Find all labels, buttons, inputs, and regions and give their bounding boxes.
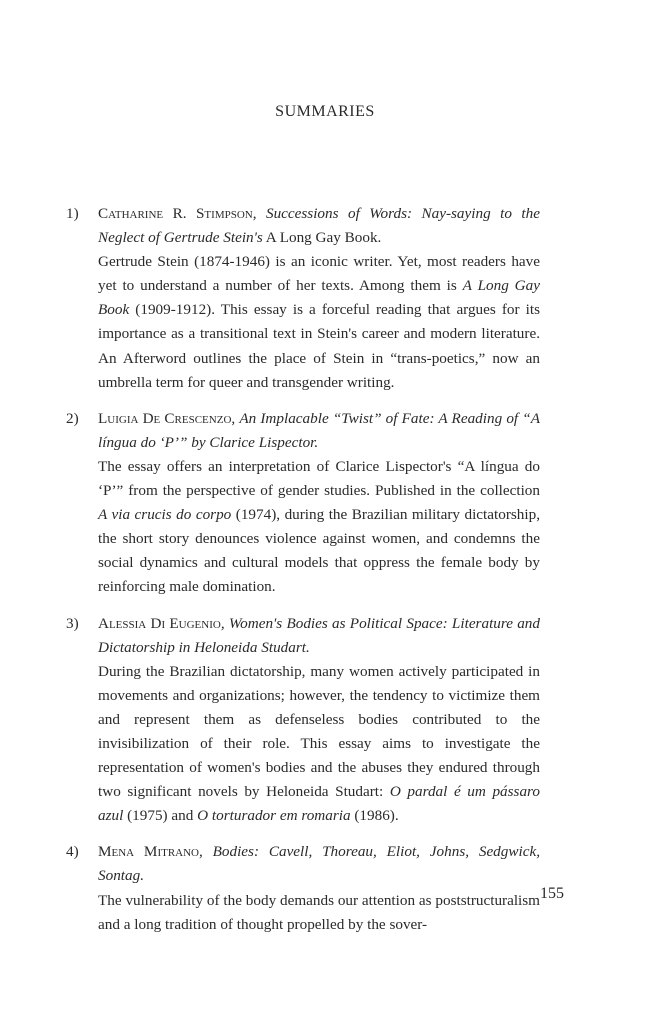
summaries-list [66,202,540,949]
entry-author: Alessia Di Eugenio, [98,614,225,632]
entry-title: An Implacable “Twist” of Fate: A Reading of “A língua do ‘P’” by Clarice Lispector. [98,409,541,451]
abstract-text: The vulnerability of the body demands our attention as poststructuralism and a long tradition of thought propelled by the sover- [98,891,540,933]
entry-byline [98,612,540,660]
abstract-text: The essay offers an interpretation of Clarice Lispector's “A língua do ‘P’” from the perspective of gender studies. Published in the collection [98,457,540,500]
abstract-italic-title: O pardal é um pássaro azul [98,783,540,825]
entry-author: Catharine R. Stimpson, [98,205,257,222]
entry-byline [98,840,540,888]
entry-abstract [98,660,540,829]
entry-title: Successions of Words: Nay-saying to the Neglect of Gertrude Stein's [98,205,540,247]
abstract-text: (1975) and [127,807,194,825]
entry-title-roman: A Long Gay Book. [265,229,382,247]
abstract-text: (1986). [354,807,399,825]
abstract-text: (1974), during the Brazilian military dictatorship, the short story denounces violence against women, and condemns the social dynamics and cultural models that oppress the female body by reinforcing male domination. [98,506,540,596]
entry-number: 4) [66,843,79,861]
summary-entry-1 [66,202,540,395]
entry-byline [98,407,540,455]
entry-abstract [98,250,540,395]
abstract-italic-title: O torturador em romaria [197,807,351,825]
entry-number: 1) [66,205,79,222]
entry-author: Mena Mitrano, [98,843,203,861]
entry-number: 2) [66,409,79,427]
entry-abstract [98,889,540,937]
entry-number: 3) [66,614,79,632]
abstract-text: (1909-1912). This essay is a forceful reading that argues for its importance as a transitional text in Stein's career and modern literature. An Afterword outlines the place of Stein in “trans-poetics,” now an umbrella term for queer and transgender writing. [98,301,541,391]
page-number: 155 [540,885,564,902]
entry-byline [98,202,540,250]
summary-entry-4 [66,840,540,936]
entry-title: Bodies: Cavell, Thoreau, Eliot, Johns, Sedgwick, Sontag. [98,843,541,885]
abstract-text: Gertrude Stein (1874-1946) is an iconic writer. Yet, most readers have yet to understand a number of her texts. Among them is [98,253,540,295]
summary-entry-3 [66,612,540,829]
abstract-text: During the Brazilian dictatorship, many women actively participated in movements and organizations; however, the tendency to victimize them and represent them as defenseless bodies contributed to the invisibilization of their role. This essay aims to investigate the representation of women's bodies and the abuses they endured through two significant novels by Heloneida Studart: [98,662,540,801]
entry-author: Luigia De Crescenzo, [98,409,236,427]
abstract-italic-title: A via crucis do corpo [98,506,232,524]
abstract-italic-title: A Long Gay Book [98,277,540,319]
entry-abstract [98,455,540,600]
page-heading: SUMMARIES [275,103,375,120]
summary-entry-2 [66,407,540,600]
entry-title: Women's Bodies as Political Space: Literature and Dictatorship in Heloneida Studart. [98,614,540,656]
